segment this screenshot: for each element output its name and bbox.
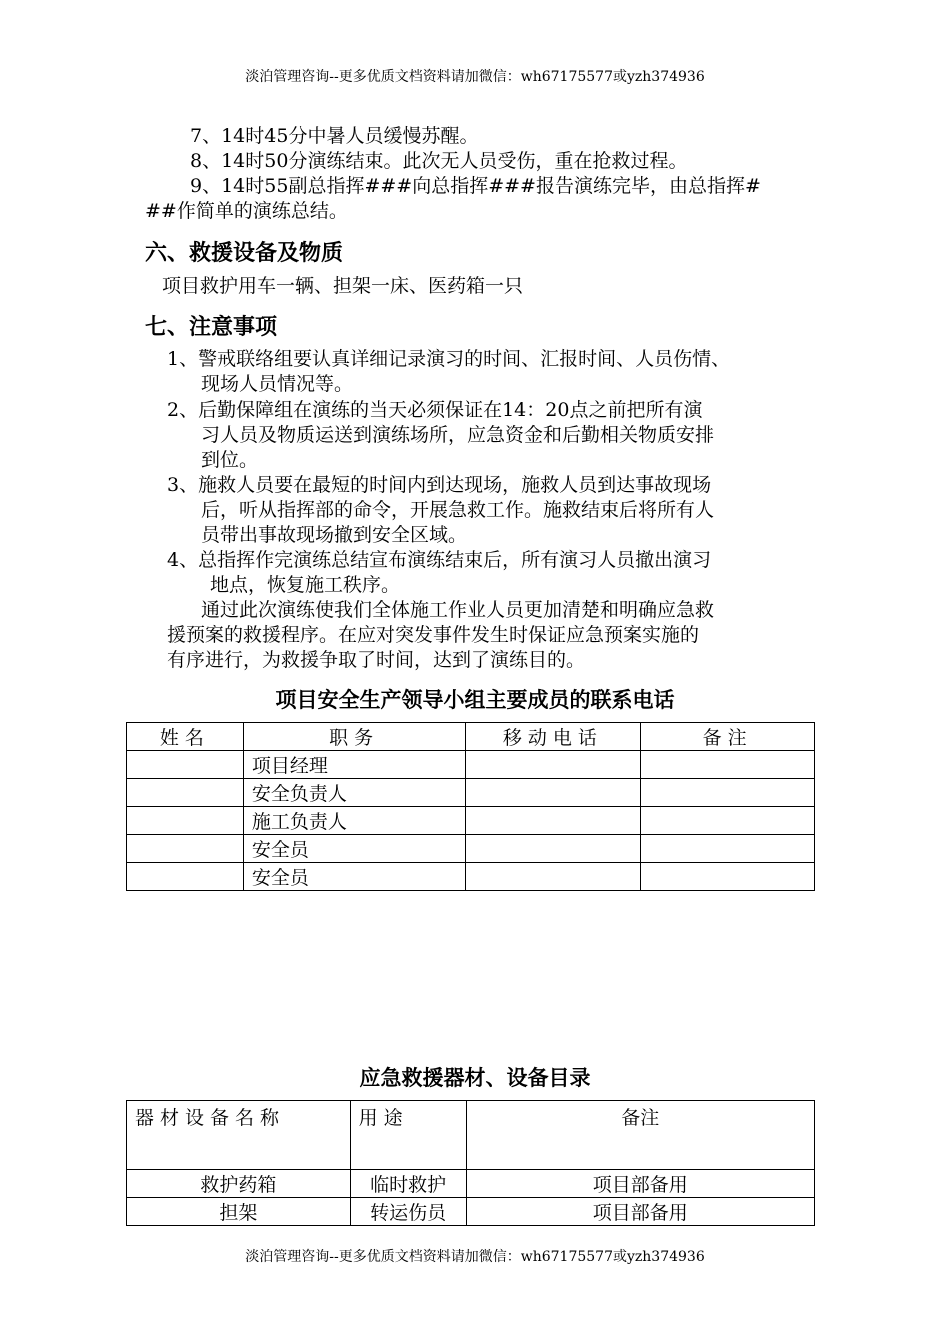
table-cell [465, 835, 641, 863]
table-cell [641, 807, 815, 835]
note-line: 3、施救人员要在最短的时间内到达现场，施救人员到达事故现场 [167, 474, 712, 496]
table-row [127, 1170, 815, 1198]
table-cell [641, 835, 815, 863]
section7-heading: 七、注意事项 [145, 315, 278, 340]
note-line: 1、警戒联络组要认真详细记录演习的时间、汇报时间、人员伤情、 [167, 348, 731, 370]
table-cell [465, 863, 641, 891]
page-header: 淡泊管理咨询--更多优质文档资料请加微信：wh67175577或yzh374936 [245, 69, 705, 85]
table-cell [465, 779, 641, 807]
table-cell: 救护药箱 [127, 1170, 351, 1198]
table-cell: 施工负责人 [243, 807, 465, 835]
table-cell: 担架 [127, 1198, 351, 1226]
column-header: 用途 [350, 1101, 466, 1170]
table-header-row [127, 723, 815, 751]
table-cell [641, 779, 815, 807]
table-cell [127, 807, 244, 835]
note-line: 2、后勤保障组在演练的当天必须保证在14：20点之前把所有演 [167, 399, 703, 421]
note-line: 到位。 [201, 449, 259, 471]
step-line: 7、14时45分中暑人员缓慢苏醒。 [190, 125, 479, 147]
note-line: 后，听从指挥部的命令，开展急救工作。施救结束后将所有人 [201, 499, 715, 521]
table-cell: 项目部备用 [466, 1198, 814, 1226]
note-line: 习人员及物质运送到演练场所，应急资金和后勤相关物质安排 [201, 424, 715, 446]
table-cell: 安全负责人 [243, 779, 465, 807]
table-row [127, 779, 815, 807]
column-header: 备注 [466, 1101, 814, 1170]
column-header: 姓名 [127, 723, 244, 751]
step-line: 9、14时55副总指挥###向总指挥###报告演练完毕，由总指挥# [190, 175, 761, 197]
table-row [127, 807, 815, 835]
table-cell [641, 863, 815, 891]
section6-text: 项目救护用车一辆、担架一床、医药箱一只 [162, 275, 524, 297]
contacts-title: 项目安全生产领导小组主要成员的联系电话 [275, 688, 675, 712]
table-header-row [127, 1101, 815, 1170]
table-cell: 安全员 [243, 835, 465, 863]
column-header: 职务 [243, 723, 465, 751]
note-line: 4、总指挥作完演练总结宣布演练结束后，所有演习人员撤出演习 [167, 549, 712, 571]
summary-line: 有序进行，为救援争取了时间，达到了演练目的。 [167, 649, 586, 671]
summary-line: 援预案的救援程序。在应对突发事件发生时保证应急预案实施的 [167, 624, 700, 646]
table-cell [127, 835, 244, 863]
table-cell [127, 751, 244, 779]
contacts-table [126, 722, 815, 891]
column-header: 器材设备名称 [127, 1101, 351, 1170]
note-line: 员带出事故现场撤到安全区域。 [201, 524, 468, 546]
table-row [127, 835, 815, 863]
table-cell: 项目部备用 [466, 1170, 814, 1198]
table-cell [465, 807, 641, 835]
note-line: 地点，恢复施工秩序。 [210, 574, 401, 596]
column-header: 移动电话 [465, 723, 641, 751]
equipment-table [126, 1100, 815, 1226]
table-cell [127, 779, 244, 807]
table-cell: 安全员 [243, 863, 465, 891]
table-row [127, 751, 815, 779]
table-cell [465, 751, 641, 779]
table-row [127, 1198, 815, 1226]
step-line: ##作简单的演练总结。 [145, 200, 348, 222]
table-cell [641, 751, 815, 779]
table-cell: 转运伤员 [350, 1198, 466, 1226]
equipment-title: 应急救援器材、设备目录 [359, 1066, 591, 1090]
column-header: 备注 [641, 723, 815, 751]
table-cell [127, 863, 244, 891]
table-cell: 临时救护 [350, 1170, 466, 1198]
note-line: 现场人员情况等。 [201, 373, 354, 395]
table-row [127, 863, 815, 891]
step-line: 8、14时50分演练结束。此次无人员受伤，重在抢救过程。 [190, 150, 688, 172]
table-cell: 项目经理 [243, 751, 465, 779]
summary-line: 通过此次演练使我们全体施工作业人员更加清楚和明确应急救 [201, 599, 715, 621]
page-footer: 淡泊管理咨询--更多优质文档资料请加微信：wh67175577或yzh374936 [245, 1249, 705, 1265]
section6-heading: 六、救援设备及物质 [145, 241, 344, 266]
